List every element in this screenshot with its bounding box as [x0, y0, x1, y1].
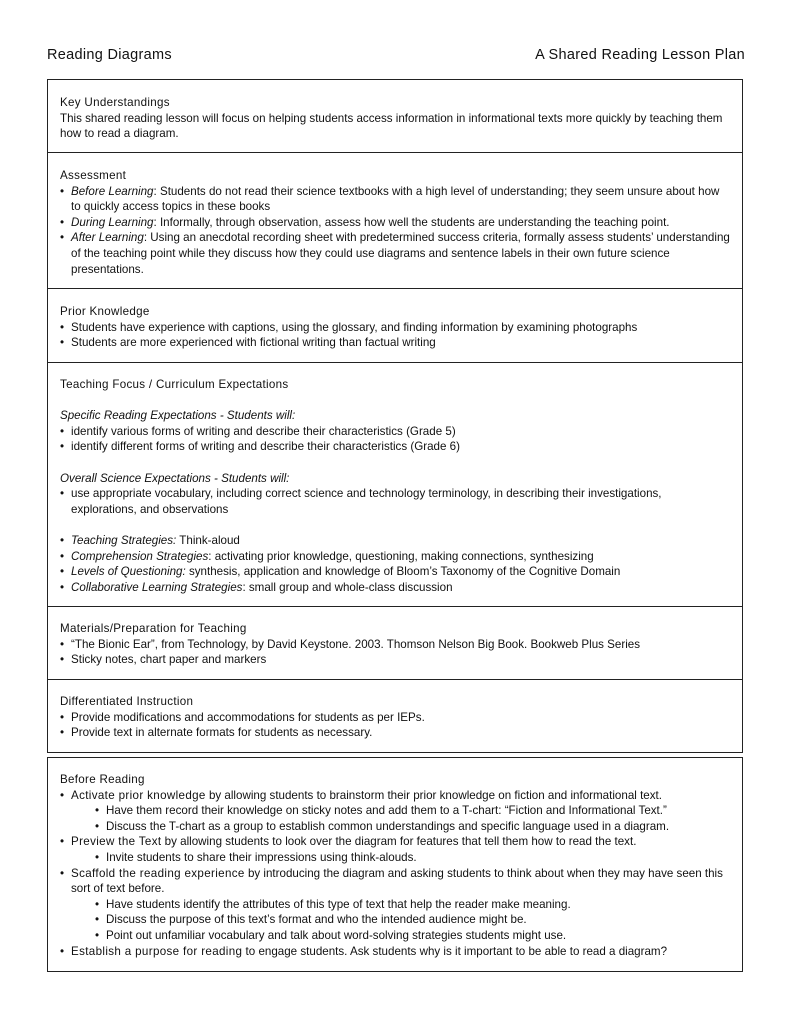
- materials-section: [47, 606, 743, 680]
- sub-list-item: • Have students identify the attributes of this type of text that help the reader make meaning.: [95, 897, 730, 913]
- sub-list-item: • Point out unfamiliar vocabulary and talk about word-solving strategies students might use.: [95, 928, 730, 944]
- reading-expectations-heading: Specific Reading Expectations - Students will:: [60, 409, 296, 423]
- key-understandings-section: [47, 79, 743, 153]
- list-item: [60, 788, 730, 835]
- document-title: Reading Diagrams: [47, 47, 172, 63]
- differentiated-instruction-section: [47, 679, 743, 753]
- list-item: [60, 564, 730, 580]
- item-lead: Preview the Text: [71, 835, 162, 849]
- item-lead: Scaffold the reading experience: [71, 866, 245, 880]
- item-text: : Informally, through observation, assess how well the students are understanding the teaching point.: [153, 215, 670, 229]
- list-item: • use appropriate vocabulary, including correct science and technology terminology, in describing their investigations, explorations, and observations: [60, 486, 730, 517]
- item-lead: Establish a purpose for reading: [71, 944, 243, 958]
- item-text: synthesis, application and knowledge of Bloom’s Taxonomy of the Cognitive Domain: [185, 565, 621, 579]
- differentiated-list: [60, 710, 730, 741]
- item-label: Collaborative Learning Strategies: [71, 580, 243, 594]
- section-text: This shared reading lesson will focus on helping students access information in informational texts more quickly by teaching them how to read a diagram.: [60, 111, 723, 141]
- list-item: • Students are more experienced with fictional writing than factual writing: [60, 335, 730, 351]
- item-text: : activating prior knowledge, questioning, making connections, synthesizing: [208, 549, 594, 563]
- item-text: Think-aloud: [176, 533, 240, 547]
- section-title: Prior Knowledge: [60, 305, 150, 318]
- list-item: [60, 184, 730, 215]
- page-header: [47, 47, 745, 67]
- science-expectations-list: [60, 486, 730, 517]
- item-text: : Students do not read their science textbooks with a high level of understanding; they seem unsure about how to quickly access topics in these books: [71, 184, 720, 214]
- list-item: [60, 834, 730, 865]
- teaching-focus-section: [47, 362, 743, 607]
- list-item: • Provide modifications and accommodations for students as per IEPs.: [60, 710, 730, 726]
- section-title: Before Reading: [60, 773, 145, 786]
- list-item: • Sticky notes, chart paper and markers: [60, 652, 730, 668]
- prior-knowledge-list: [60, 320, 730, 351]
- item-lead: Activate prior knowledge: [71, 788, 206, 802]
- section-title: Teaching Focus / Curriculum Expectations: [60, 378, 289, 391]
- item-text: by allowing students to brainstorm their prior knowledge on fiction and informational text.: [205, 788, 662, 802]
- before-reading-section: [47, 757, 743, 972]
- item-label: Comprehension Strategies: [71, 549, 209, 563]
- prior-knowledge-section: [47, 288, 743, 363]
- sub-list-item: • Discuss the T-chart as a group to establish common understandings and specific language used in a diagram.: [95, 819, 730, 835]
- sub-list-item: • Discuss the purpose of this text’s format and who the intended audience might be.: [95, 912, 730, 928]
- science-expectations-heading: Overall Science Expectations - Students will:: [60, 471, 290, 485]
- list-item: [60, 215, 730, 231]
- section-title: Key Understandings: [60, 96, 170, 109]
- list-item: [60, 866, 730, 944]
- assessment-list: [60, 184, 730, 278]
- item-label: Levels of Questioning:: [71, 565, 186, 579]
- list-item: • “The Bionic Ear”, from Technology, by David Keystone. 2003. Thomson Nelson Big Book. Bookweb Plus Series: [60, 637, 730, 653]
- item-text: by allowing students to look over the diagram for features that tell them how to read the text.: [161, 835, 637, 849]
- item-label: During Learning: [71, 215, 154, 229]
- list-item: • Students have experience with captions, using the glossary, and finding information by examining photographs: [60, 320, 730, 336]
- section-title: Assessment: [60, 169, 127, 182]
- sub-list-item: • Have them record their knowledge on sticky notes and add them to a T-chart: “Fiction and Informational Text.”: [95, 803, 730, 819]
- section-title: Materials/Preparation for Teaching: [60, 622, 247, 635]
- list-item: [60, 944, 730, 960]
- list-item: • identify various forms of writing and describe their characteristics (Grade 5): [60, 424, 730, 440]
- sub-list-item: • Invite students to share their impressions using think-alouds.: [95, 850, 730, 866]
- item-text: to engage students. Ask students why is it important to be able to read a diagram?: [242, 944, 668, 958]
- list-item: [60, 230, 730, 277]
- strategies-list: [60, 533, 730, 595]
- assessment-section: [47, 152, 743, 289]
- sub-list: [71, 803, 730, 834]
- sub-list: [71, 850, 730, 866]
- sub-list: [71, 897, 730, 944]
- item-text: by introducing the diagram and asking students to think about when they may have seen this sort of text before.: [71, 866, 723, 896]
- section-title: Differentiated Instruction: [60, 695, 194, 708]
- item-text: : small group and whole-class discussion: [242, 580, 453, 594]
- document-subtitle: A Shared Reading Lesson Plan: [535, 47, 745, 63]
- materials-list: [60, 637, 730, 668]
- list-item: • Provide text in alternate formats for students as necessary.: [60, 725, 730, 741]
- before-reading-list: [60, 788, 730, 960]
- reading-expectations-list: [60, 424, 730, 455]
- item-label: After Learning: [71, 231, 144, 245]
- list-item: [60, 580, 730, 596]
- list-item: [60, 533, 730, 549]
- list-item: • identify different forms of writing and describe their characteristics (Grade 6): [60, 439, 730, 455]
- item-label: Before Learning: [71, 184, 154, 198]
- item-text: : Using an anecdotal recording sheet with predetermined success criteria, formally assess students’ understanding of the teaching point while they discuss how they could use diagrams and sentence labels in their own future science presentations.: [71, 231, 730, 276]
- list-item: [60, 549, 730, 565]
- item-label: Teaching Strategies:: [71, 533, 177, 547]
